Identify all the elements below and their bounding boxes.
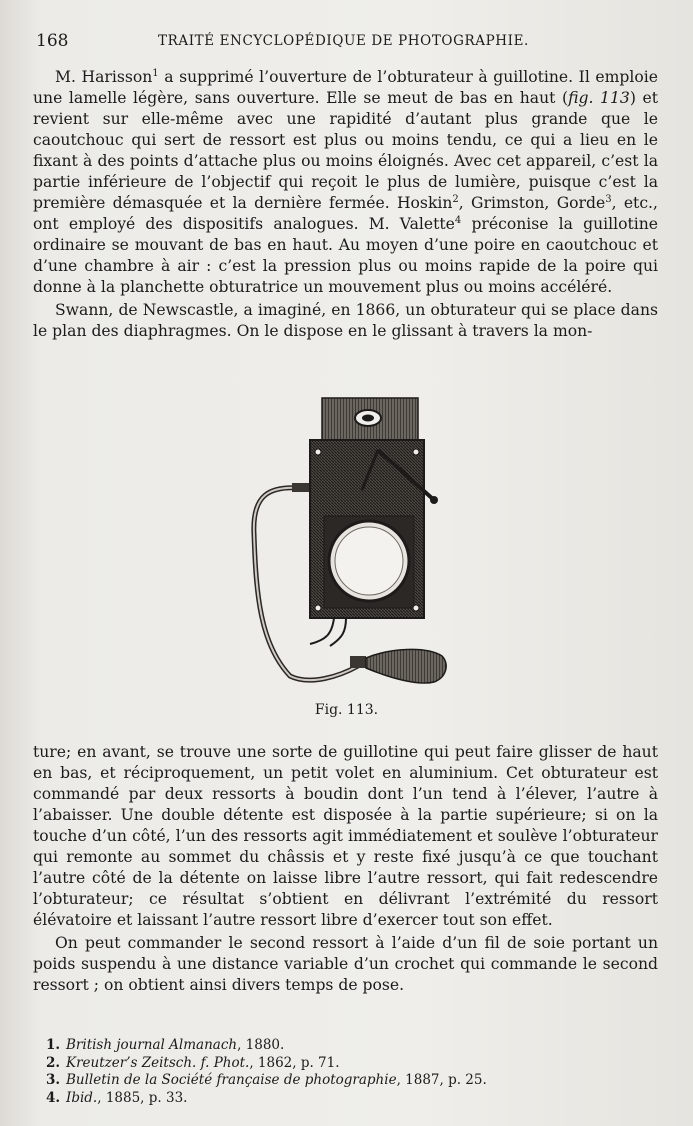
footnote-2 xyxy=(46,1055,646,1073)
footnote-ref-3: 3 xyxy=(605,193,612,205)
p1-text-6: préconise la guillotine ordinaire se mouvant de bas en haut. Au moyen d’une poire en caoutchouc et d’une chambre à air : c’est la pression plus ou moins rapide de la poire qui donne à la planchette obturatrice un mouvement plus ou moins accéléré. xyxy=(33,215,658,296)
p1-text-5: , etc., ont employé des dispositifs analogues. M. Valette xyxy=(33,194,658,233)
footnote-title: British journal Almanach xyxy=(66,1037,238,1053)
footnote-ref-2: 2 xyxy=(452,193,459,205)
footnote-detail: , 1880. xyxy=(237,1037,285,1053)
footnote-4 xyxy=(46,1090,646,1108)
footnote-title: Bulletin de la Société française de photographie xyxy=(66,1072,397,1088)
footnote-3 xyxy=(46,1072,646,1090)
paragraph-harisson xyxy=(33,67,658,298)
paragraph-continuation: ture; en avant, se trouve une sorte de guillotine qui peut faire glisser de haut en bas, et réciproquement, un petit volet en aluminium. Cet obturateur est commandé par deux ressorts à boudin dont l’un tend à l’élever, l’autre à l’abaisser. Une double détente est disposée à la partie supérieure; si on la touche d’un côté, l’un des ressorts agit immédiatement et soulève l’obturateur qui remonte au sommet du châssis et y reste fixé jusqu’à ce que touchant l’autre côté de la détente on laisse libre l’autre ressort, qui fait redescendre l’obturateur; ce résultat s’obtient en délivrant l’extrémité du ressort élévatoire et laissant l’autre ressort libre d’exercer tout son effet. xyxy=(33,743,658,929)
shutter-illustration xyxy=(250,394,460,694)
p1-text-4: , Grimston, Gorde xyxy=(458,194,606,212)
footnote-number: 3. xyxy=(46,1072,61,1088)
text-block-bottom xyxy=(33,742,658,996)
footnotes xyxy=(46,1037,646,1107)
footnote-ref-1: 1 xyxy=(152,67,159,79)
figure-caption: Fig. 113. xyxy=(314,702,379,718)
page-header xyxy=(36,31,656,55)
footnote-1 xyxy=(46,1037,646,1055)
footnote-number: 2. xyxy=(46,1054,61,1071)
footnote-detail: , 1885, p. 33. xyxy=(97,1089,188,1106)
footnote-title: Kreutzer’s Zeitsch. f. Phot. xyxy=(66,1054,250,1071)
footnote-ref-4: 4 xyxy=(454,214,462,226)
p1-text-2: a supprimé l’ouverture de l’obturateur à guillotine. Il emploie une lamelle légère, sans ouverture. Elle se meut de bas en haut ( xyxy=(33,68,658,107)
paragraph-swann: Swann, de Newscastle, a imaginé, en 1866, un obturateur qui se place dans le plan des diaphragmes. On le dispose en le glissant à travers la mon- xyxy=(33,301,658,340)
footnote-detail: , 1887, p. 25. xyxy=(396,1072,487,1088)
running-title: TRAITÉ ENCYCLOPÉDIQUE DE PHOTOGRAPHIE. xyxy=(158,33,529,49)
footnote-number: 4. xyxy=(46,1089,61,1106)
p1-text-3: ) et revient sur elle-même avec une rapidité d’autant plus grande que le caoutchouc qui sert de ressort est plus ou moins tendu, ce qui a lieu en le fixant à des points d’attache plus ou moins éloignés. Avec cet appareil, c’est la partie inférieure de l’objectif qui reçoit le plus de lumière, puisque c’est la première démasquée et la dernière fermée. Hoskin xyxy=(33,89,659,212)
footnote-detail: , 1862, p. 71. xyxy=(249,1054,340,1071)
p1-text-1: M. Harisson xyxy=(55,68,153,86)
shutter-engraving-icon xyxy=(250,394,460,694)
footnote-number: 1. xyxy=(46,1037,61,1053)
figure-reference: fig. 113 xyxy=(568,89,630,107)
paragraph-second-spring: On peut commander le second ressort à l’aide d’un fil de soie portant un poids suspendu à une distance variable d’un crochet qui commande le second ressort ; on obtient ainsi divers temps de pose. xyxy=(33,934,658,994)
text-block-top xyxy=(33,67,658,342)
footnote-title: Ibid. xyxy=(66,1089,98,1106)
page-number: 168 xyxy=(36,31,69,51)
